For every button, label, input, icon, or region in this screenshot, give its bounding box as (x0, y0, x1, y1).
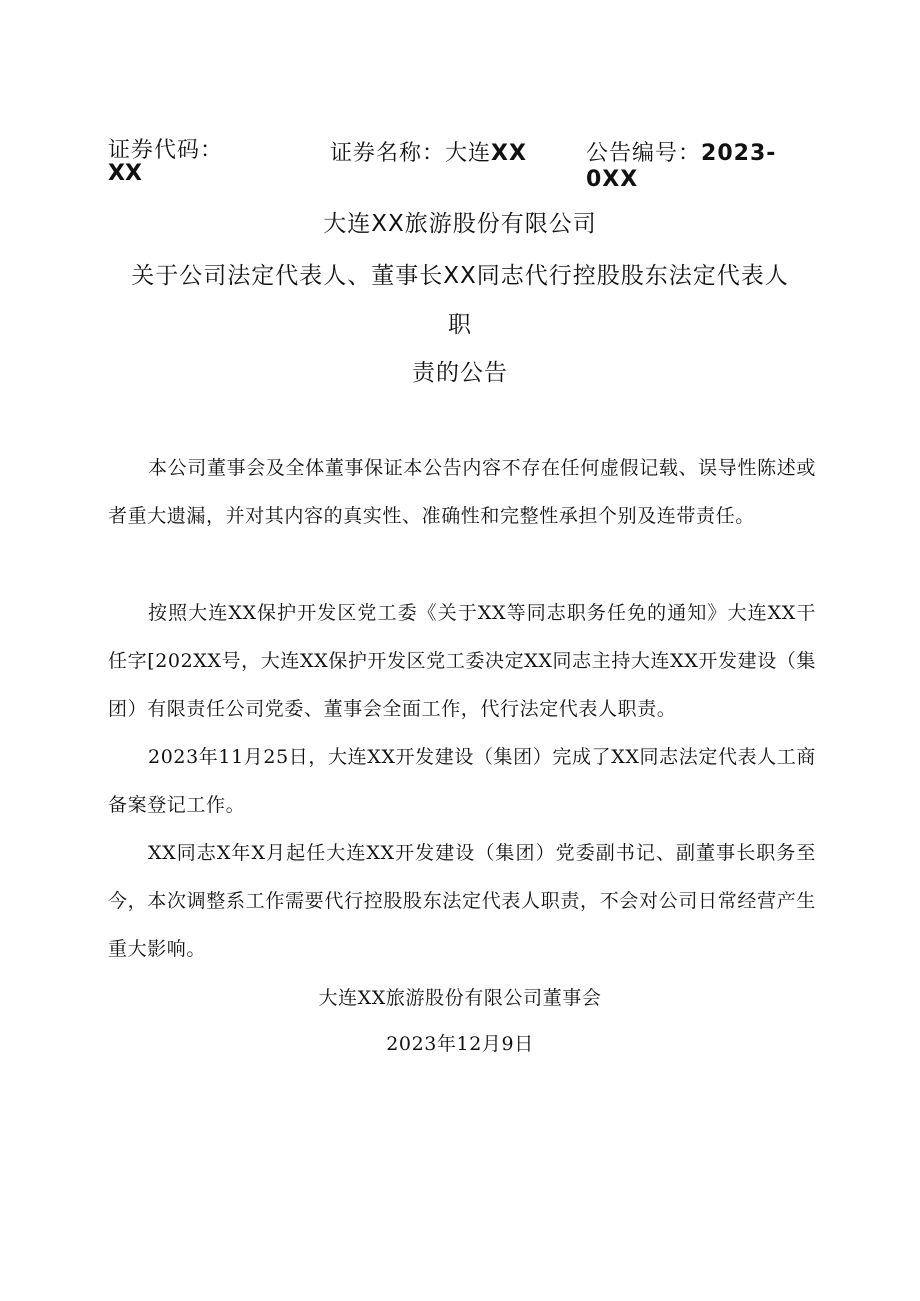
security-name-value: XX (491, 141, 527, 166)
announcement-title-line3: 责的公告 (412, 360, 508, 386)
signature-date: 2023年12月9日 (386, 1033, 534, 1055)
header-row (108, 128, 818, 192)
security-code-label: 证券代码： (108, 138, 224, 163)
announcement-number-value: 2023-0XX (586, 141, 777, 192)
security-code-value: XX (108, 161, 142, 186)
company-title: 大连XX旅游股份有限公司 (323, 211, 597, 237)
announcement-number-label: 公告编号： (586, 141, 702, 166)
announcement-title-line2: 职 (448, 312, 472, 338)
paragraph-impact: XX同志X年X月起任大连XX开发建设（集团）党委副书记、副董事长职务至今，本次调整系工作需要代行控股股东法定代表人职责，不会对公司日常经营产生重大影响。 (108, 842, 816, 960)
security-name-label: 证券名称：大连 (330, 141, 492, 166)
paragraph-registration: 2023年11月25日，大连XX开发建设（集团）完成了XX同志法定代表人工商备案登记工作。 (108, 746, 816, 816)
announcement-number (586, 136, 818, 192)
signature-org: 大连XX旅游股份有限公司董事会 (318, 987, 602, 1009)
paragraph-disclaimer: 本公司董事会及全体董事保证本公告内容不存在任何虚假记载、误导性陈述或者重大遗漏，并对其内容的真实性、准确性和完整性承担个别及连带责任。 (108, 457, 816, 527)
announcement-title-line1: 关于公司法定代表人、董事长XX同志代行控股股东法定代表人 (131, 263, 789, 289)
paragraph-appointment: 按照大连XX保护开发区党工委《关于XX等同志职务任免的通知》大连XX干任字[202XX号，大连XX保护开发区党工委决定XX同志主持大连XX开发建设（集团）有限责任公司党委、董事会全面工作，代行法定代表人职责。 (108, 602, 816, 720)
security-name (330, 136, 527, 167)
